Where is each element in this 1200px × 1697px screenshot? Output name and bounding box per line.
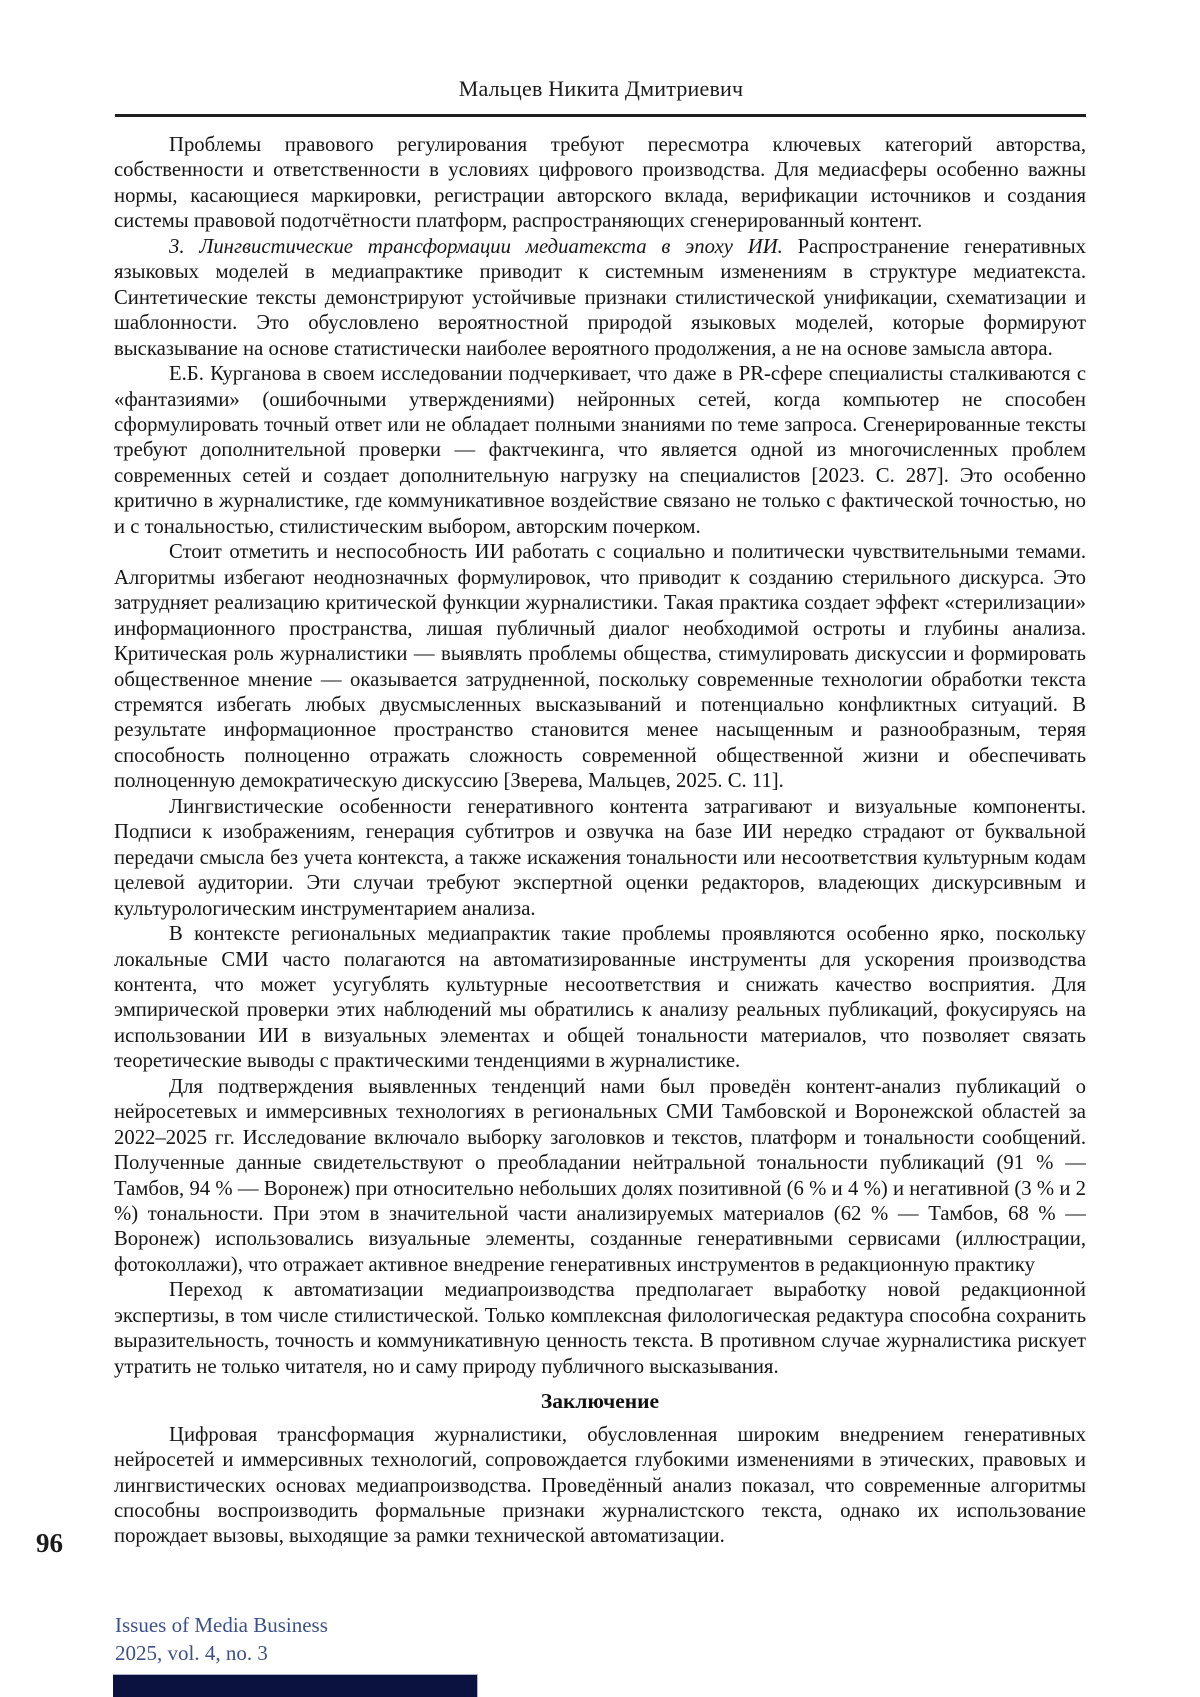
paragraph: 3. Лингвистические трансформации медиатекста в эпоху ИИ. Распространение генеративных языковых моделей в медиапрактике приводит к системным изменениям в структуре медиатекста. Синтетические тексты демонстрируют устойчивые признаки стилистической унификации, схематизации и шаблонности. Это обусловлено вероятностной природой языковых моделей, которые формируют высказывание на основе статистически наиболее вероятного продолжения, а не на основе замысла автора. — [114, 235, 1087, 360]
paragraph-lead-italic: 3. Лингвистические трансформации медиатекста в эпоху ИИ. — [169, 235, 783, 258]
footer-bar — [113, 1674, 478, 1697]
article-body — [114, 133, 1086, 1550]
paragraph: В контексте региональных медиапрактик такие проблемы проявляются особенно ярко, поскольку локальные СМИ часто полагаются на автоматизированные инструменты для ускорения производства контента, что может усугублять культурные несоответствия и снижать качество восприятия. Для эмпирической проверки этих наблюдений мы обратились к анализу реальных публикаций, фокусируясь на использовании ИИ в визуальных элементах и общей тональности материалов, что позволяет связать теоретические выводы с практическими тенденциями в журналистике. — [114, 923, 1086, 1073]
section-heading: Заключение — [540, 1389, 660, 1414]
header-rule — [115, 114, 1086, 117]
paragraph: Проблемы правового регулирования требуют пересмотра ключевых категорий авторства, собственности и ответственности в условиях цифрового производства. Для медиасферы особенно важны нормы, касающиеся маркировки, регистрации авторского вклада, верификации источников и создания системы правовой подотчётности платформ, распространяющих сгенерированный контент. — [114, 134, 1086, 233]
paragraph: Переход к автоматизации медиапроизводства предполагает выработку новой редакционной экспертизы, в том числе стилистической. Только комплексная филологическая редактура способна сохранить выразительность, точность и коммуникативную ценность текста. В противном случае журналистика рискует утратить не только читателя, но и саму природу публичного высказывания. — [114, 1279, 1086, 1378]
running-head-author: Мальцев Никита Дмитриевич — [458, 76, 744, 101]
journal-title: Issues of Media Business — [115, 1613, 328, 1637]
paragraph: Стоит отметить и неспособность ИИ работать с социально и политически чувствительными темами. Алгоритмы избегают неоднозначных формулировок, что приводит к созданию стерильного дискурса. Это затрудняет реализацию критической функции журналистики. Такая практика создает эффект «стерилизации» информационного пространства, лишая публичный диалог необходимой остроты и глубины анализа. Критическая роль журналистики — выявлять проблемы общества, стимулировать дискуссии и формировать общественное мнение — оказывается затрудненной, поскольку современные технологии обработки текста стремятся избегать любых двусмысленных высказываний и потенциально конфликтных ситуаций. В результате информационное пространство становится менее насыщенным и разнообразным, теряя способность полноценно отражать сложность современной общественной жизни и обеспечивать полноценную демократическую дискуссию [Зверева, Мальцев, 2025. С. 11]. — [114, 541, 1086, 793]
paragraph: Е.Б. Курганова в своем исследовании подчеркивает, что даже в PR-сфере специалисты сталкиваются с «фантазиями» (ошибочными утверждениями) нейронных сетей, когда компьютер не способен сформулировать точный ответ или не обладает полными знаниями по теме запроса. Сгенерированные тексты требуют дополнительной проверки — фактчекинга, что является одной из многочисленных проблем современных сетей и создает дополнительную нагрузку на специалистов [2023. С. 287]. Это особенно критично в журналистике, где коммуникативное воздействие связано не только с фактической точностью, но и с тональностью, стилистическим выбором, авторским почерком. — [114, 363, 1086, 538]
page-number: 96 — [36, 1528, 63, 1558]
paragraph: Цифровая трансформация журналистики, обусловленная широким внедрением генеративных нейросетей и иммерсивных технологий, сопровождается глубокими изменениями в этических, правовых и лингвистических основах медиапроизводства. Проведённый анализ показал, что современные алгоритмы способны воспроизводить формальные признаки журналистского текста, однако их использование порождает вызовы, выходящие за рамки технической автоматизации. — [114, 1423, 1086, 1548]
paragraph: Для подтверждения выявленных тенденций нами был проведён контент-анализ публикаций о нейросетевых и иммерсивных технологиях в региональных СМИ Тамбовской и Воронежской областей за 2022–2025 гг. Исследование включало выборку заголовков и текстов, платформ и тональности сообщений. Полученные данные свидетельствуют о преобладании нейтральной тональности публикаций (91 % — Тамбов, 94 % — Воронеж) при относительно небольших долях позитивной (6 % и 4 %) и негативной (3 % и 2 %) тональности. При этом в значительной части анализируемых материалов (62 % — Тамбов, 68 % — Воронеж) использовались визуальные элементы, созданные генеративными сервисами (иллюстрации, фотоколлажи), что отражает активное внедрение генеративных инструментов в редакционную практику — [114, 1075, 1086, 1276]
paragraph: Лингвистические особенности генеративного контента затрагивают и визуальные компоненты. Подписи к изображениям, генерация субтитров и озвучка на базе ИИ нередко страдают от буквальной передачи смысла без учета контекста, а также искажения тональности или несоответствия культурным кодам целевой аудитории. Эти случаи требуют экспертной оценки редакторов, владеющих дискурсивным и культурологическим инструментарием анализа. — [114, 795, 1086, 920]
journal-footer — [115, 1611, 328, 1667]
journal-issue: 2025, vol. 4, no. 3 — [115, 1641, 268, 1665]
